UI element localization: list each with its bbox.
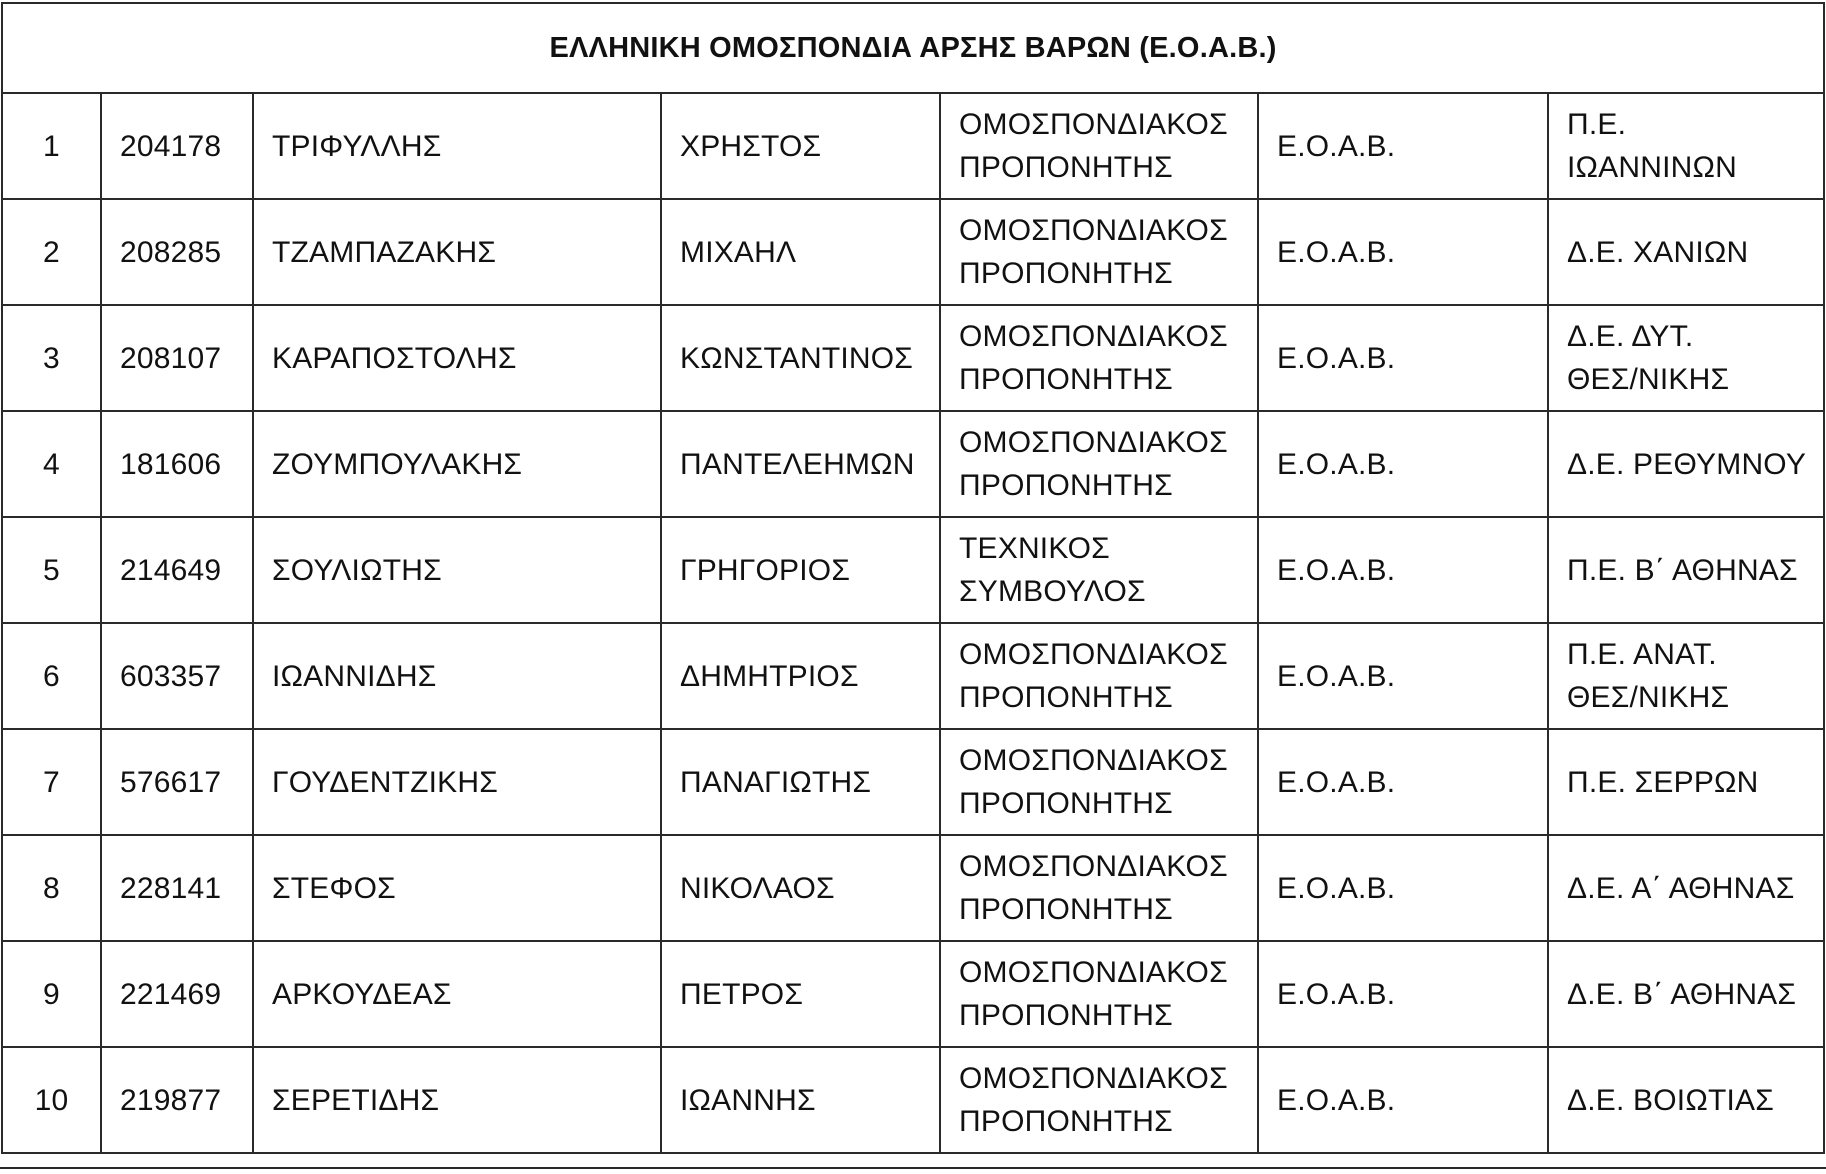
registry-id-cell: 208285 — [101, 199, 253, 305]
first-name-cell: ΧΡΗΣΤΟΣ — [661, 93, 940, 199]
region-cell: Π.Ε. ΣΕΡΡΩΝ — [1548, 729, 1824, 835]
surname-cell: ΤΡΙΦΥΛΛΗΣ — [253, 93, 661, 199]
role-cell: ΟΜΟΣΠΟΝΔΙΑΚΟΣ ΠΡΟΠΟΝΗΤΗΣ — [940, 835, 1258, 941]
first-name-cell: ΜΙΧΑΗΛ — [661, 199, 940, 305]
bottom-divider — [0, 1167, 1826, 1169]
title-row — [2, 3, 1824, 93]
role-cell: ΟΜΟΣΠΟΝΔΙΑΚΟΣ ΠΡΟΠΟΝΗΤΗΣ — [940, 411, 1258, 517]
role-cell: ΟΜΟΣΠΟΝΔΙΑΚΟΣ ΠΡΟΠΟΝΗΤΗΣ — [940, 1047, 1258, 1153]
first-name-cell: ΙΩΑΝΝΗΣ — [661, 1047, 940, 1153]
region-cell: Δ.Ε. ΧΑΝΙΩΝ — [1548, 199, 1824, 305]
row-number-cell: 1 — [2, 93, 101, 199]
row-number-cell: 10 — [2, 1047, 101, 1153]
federation-cell: Ε.Ο.Α.Β. — [1258, 729, 1548, 835]
table-body — [2, 3, 1824, 1153]
first-name-cell: ΠΑΝΤΕΛΕΗΜΩΝ — [661, 411, 940, 517]
row-number-cell: 9 — [2, 941, 101, 1047]
row-number-cell: 5 — [2, 517, 101, 623]
first-name-cell: ΓΡΗΓΟΡΙΟΣ — [661, 517, 940, 623]
first-name-cell: ΠΕΤΡΟΣ — [661, 941, 940, 1047]
region-cell: Δ.Ε. Β΄ ΑΘΗΝΑΣ — [1548, 941, 1824, 1047]
surname-cell: ΣΤΕΦΟΣ — [253, 835, 661, 941]
region-cell: Π.Ε. ΑΝΑΤ. ΘΕΣ/ΝΙΚΗΣ — [1548, 623, 1824, 729]
region-cell: Π.Ε. ΙΩΑΝΝΙΝΩΝ — [1548, 93, 1824, 199]
role-cell: ΤΕΧΝΙΚΟΣ ΣΥΜΒΟΥΛΟΣ — [940, 517, 1258, 623]
federation-cell: Ε.Ο.Α.Β. — [1258, 305, 1548, 411]
row-number-cell: 2 — [2, 199, 101, 305]
row-number-cell: 6 — [2, 623, 101, 729]
region-cell: Δ.Ε. Α΄ ΑΘΗΝΑΣ — [1548, 835, 1824, 941]
role-cell: ΟΜΟΣΠΟΝΔΙΑΚΟΣ ΠΡΟΠΟΝΗΤΗΣ — [940, 729, 1258, 835]
table-row — [2, 305, 1824, 411]
row-number-cell: 4 — [2, 411, 101, 517]
role-cell: ΟΜΟΣΠΟΝΔΙΑΚΟΣ ΠΡΟΠΟΝΗΤΗΣ — [940, 941, 1258, 1047]
federation-cell: Ε.Ο.Α.Β. — [1258, 411, 1548, 517]
registry-id-cell: 214649 — [101, 517, 253, 623]
registry-id-cell: 576617 — [101, 729, 253, 835]
federation-cell: Ε.Ο.Α.Β. — [1258, 623, 1548, 729]
federation-cell: Ε.Ο.Α.Β. — [1258, 1047, 1548, 1153]
table-row — [2, 623, 1824, 729]
surname-cell: ΑΡΚΟΥΔΕΑΣ — [253, 941, 661, 1047]
federation-cell: Ε.Ο.Α.Β. — [1258, 835, 1548, 941]
surname-cell: ΖΟΥΜΠΟΥΛΑΚΗΣ — [253, 411, 661, 517]
row-number-cell: 8 — [2, 835, 101, 941]
role-cell: ΟΜΟΣΠΟΝΔΙΑΚΟΣ ΠΡΟΠΟΝΗΤΗΣ — [940, 93, 1258, 199]
table-row — [2, 1047, 1824, 1153]
role-cell: ΟΜΟΣΠΟΝΔΙΑΚΟΣ ΠΡΟΠΟΝΗΤΗΣ — [940, 623, 1258, 729]
row-number-cell: 3 — [2, 305, 101, 411]
region-cell: Δ.Ε. ΡΕΘΥΜΝΟΥ — [1548, 411, 1824, 517]
registry-id-cell: 204178 — [101, 93, 253, 199]
table-title: ΕΛΛΗΝΙΚΗ ΟΜΟΣΠΟΝΔΙΑ ΑΡΣΗΣ ΒΑΡΩΝ (Ε.Ο.Α.Β.) — [2, 3, 1824, 93]
registry-id-cell: 219877 — [101, 1047, 253, 1153]
first-name-cell: ΝΙΚΟΛΑΟΣ — [661, 835, 940, 941]
registry-id-cell: 603357 — [101, 623, 253, 729]
surname-cell: ΣΟΥΛΙΩΤΗΣ — [253, 517, 661, 623]
federation-cell: Ε.Ο.Α.Β. — [1258, 941, 1548, 1047]
table-row — [2, 517, 1824, 623]
surname-cell: ΤΖΑΜΠΑΖΑΚΗΣ — [253, 199, 661, 305]
region-cell: Π.Ε. Β΄ ΑΘΗΝΑΣ — [1548, 517, 1824, 623]
table-row — [2, 835, 1824, 941]
federation-cell: Ε.Ο.Α.Β. — [1258, 93, 1548, 199]
first-name-cell: ΚΩΝΣΤΑΝΤΙΝΟΣ — [661, 305, 940, 411]
coaches-table — [1, 2, 1825, 1154]
first-name-cell: ΠΑΝΑΓΙΩΤΗΣ — [661, 729, 940, 835]
table-row — [2, 411, 1824, 517]
table-row — [2, 729, 1824, 835]
federation-cell: Ε.Ο.Α.Β. — [1258, 517, 1548, 623]
surname-cell: ΣΕΡΕΤΙΔΗΣ — [253, 1047, 661, 1153]
region-cell: Δ.Ε. ΒΟΙΩΤΙΑΣ — [1548, 1047, 1824, 1153]
role-cell: ΟΜΟΣΠΟΝΔΙΑΚΟΣ ΠΡΟΠΟΝΗΤΗΣ — [940, 305, 1258, 411]
table-row — [2, 199, 1824, 305]
registry-id-cell: 221469 — [101, 941, 253, 1047]
federation-cell: Ε.Ο.Α.Β. — [1258, 199, 1548, 305]
surname-cell: ΓΟΥΔΕΝΤΖΙΚΗΣ — [253, 729, 661, 835]
surname-cell: ΚΑΡΑΠΟΣΤΟΛΗΣ — [253, 305, 661, 411]
region-cell: Δ.Ε. ΔΥΤ. ΘΕΣ/ΝΙΚΗΣ — [1548, 305, 1824, 411]
role-cell: ΟΜΟΣΠΟΝΔΙΑΚΟΣ ΠΡΟΠΟΝΗΤΗΣ — [940, 199, 1258, 305]
first-name-cell: ΔΗΜΗΤΡΙΟΣ — [661, 623, 940, 729]
table-row — [2, 93, 1824, 199]
registry-id-cell: 228141 — [101, 835, 253, 941]
table-row — [2, 941, 1824, 1047]
row-number-cell: 7 — [2, 729, 101, 835]
registry-id-cell: 208107 — [101, 305, 253, 411]
registry-id-cell: 181606 — [101, 411, 253, 517]
surname-cell: ΙΩΑΝΝΙΔΗΣ — [253, 623, 661, 729]
